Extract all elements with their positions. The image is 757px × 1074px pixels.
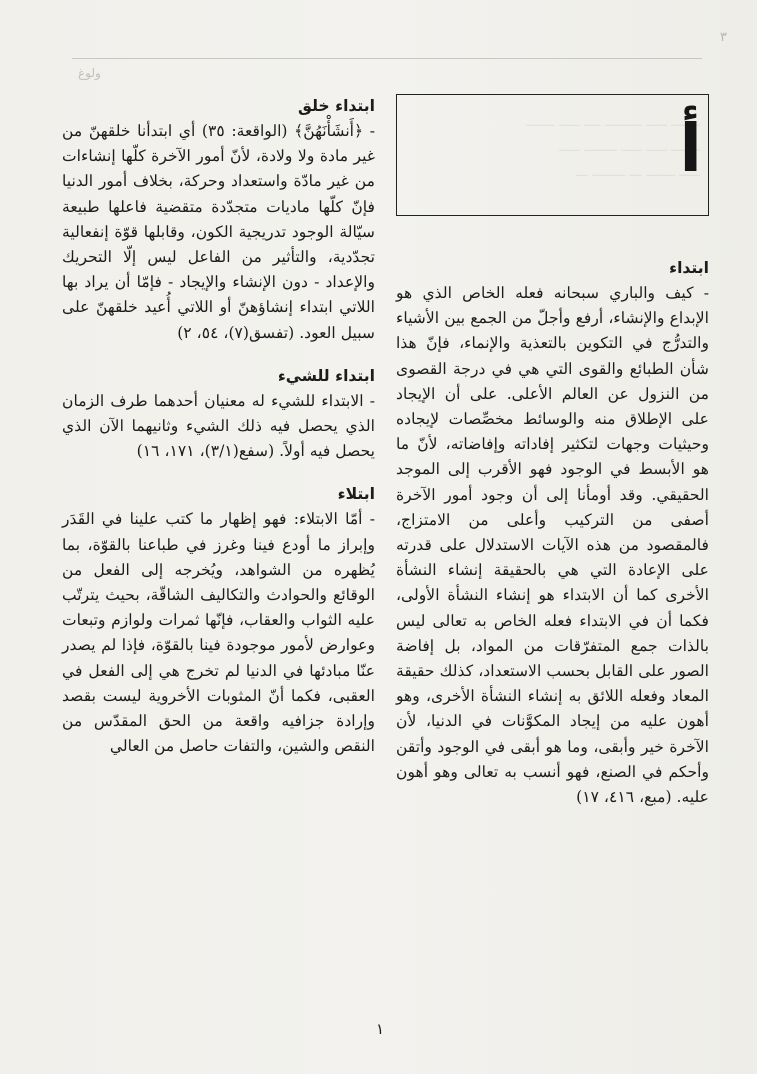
entry [62, 482, 375, 759]
entry-title: ابتداء للشيء [277, 366, 375, 385]
entry-title: ابتداء [669, 259, 709, 277]
entry [62, 364, 375, 465]
page-number: ١ [375, 1020, 385, 1038]
entry-body: - ﴿أَنشَأْنَهُنَّ﴾ (الواقعة: ٣٥) أي ابتدأنا خلقهنّ من غير مادة ولا ولادة، لأنّ أمور الآخرة كلّها إنشاءات من غير مادّة واستعداد وحركة، بخلاف أمور الدنيا فإنّ كلّها ماديات متجدّدة متقضية فاعلها طبيعة سيّالة الوجود تدريجية الكون، وقابلها قوّة إنفعالية تجدّدية، والتأثير من الفاعل ليس إلّا التحريك والإعداد - دون الإنشاء والإيجاد - فإمّا أن يراد بها اللاتي ابتداء إنشاؤهنّ أو اللاتي أُعيد خلقهنّ على سبيل العود. (تفسق(٧)، ٥٤، ٢) [62, 122, 375, 342]
entry [62, 94, 375, 346]
right-column [396, 94, 709, 828]
entry-body: - الابتداء للشيء له معنيان أحدهما طرف الزمان الذي يحصل فيه ذلك الشيء وثانيهما الآن الذي يحصل فيه أولاً. (سفع(٣/١)، ١٧١، ١٦) [62, 391, 375, 461]
entry-title: ابتلاء [337, 485, 375, 504]
entry-body: - كيف والباري سبحانه فعله الخاص الذي هو الإبداع والإنشاء، أرفع وأجلّ من الجمع بين الأشياء والتدرُّج في التكوين بالتعذية والإنماء، فإنّ هذا شأن الطبائع والقوى التي هي في درجة القصوى من النزول عن العالم الأعلى. على أن الإيجاد على الإطلاق منه والوسائط مخصِّصات لإيجاده وحيثيات وجهات لتكثير إفاداته وإفاضاته، لأنّ ما هو الأبسط في الوجود فهو الأقرب إلى الموجد الحقيقي. وقد أومأنا إلى أن وجود أمور الآخرة أصفى من التركيب وأعلى من الامتزاج، فالمقصود من هذه الآيات الاستدلال على قدرته على الإعادة التي هي بالحقيقة إنشاء النشأة الأخرى كما أن الابتداء هو إنشاء النشأة الأولى، فكما أن في الابتداء فعله الخاص به تعالى ليس بالذات جمع المتفرّقات من المواد، بل إفاضة الصور على القابل بحسب الاستعداد، كذلك حقيقة المعاد وفعله اللائق به إنشاء النشأة الأخرى، وهو أهون عليه من إيجاد المكوَّنات في الدنيا، لأن الآخرة خير وأبقى، وما هو أبقى في الوجود وأتقن وأحكم في الصنع، فهو أنسب به تعالى وهو أهون عليه. (مبع، ٤١٦، ١٧) [396, 284, 709, 807]
left-column [62, 94, 375, 777]
header-rule [72, 58, 702, 59]
section-letter-box [396, 94, 709, 216]
entry [396, 256, 709, 810]
show-through-text: ـــــــ ـــــ ـــــــــ ــــ ـــــ ـــــــ ـــــــ ـــــ ـــــ ــــــــ ـــــ ـــــ ـــــــ ـــ ــــــــ ـــ [525, 114, 700, 180]
running-head: ولوغ [78, 66, 101, 80]
page-corner-mark: ٣ [720, 30, 727, 45]
entry-title: ابتداء خلق [298, 97, 375, 115]
entry-body: - أمّا الابتلاء: فهو إظهار ما كتب علينا في القَدَر وإبراز ما أودع فينا وغرز في طباعنا بالقوّة، بما يُظهره من الشواهد، ويُخرجه إلى الفعل من الوقائع والحوادث والتكاليف الشاقّة، بحيث يترتّب عليه الثواب والعقاب، فإنّها ثمرات ولوازم وتبعات وعوارض لأمور موجودة فينا بالقوّة، فإذا لم يصدر عنّا مبادئها في الدنيا لم تخرج هي إلى الفعل في العقبى، فكما أنّ المثوبات الأخروية ليست بقصد وإرادة جزافيه واقعة من الحق المقدّس من النقص والشين، والتفات حاصل من العالي [62, 510, 375, 756]
section-letter: أ [679, 110, 702, 187]
